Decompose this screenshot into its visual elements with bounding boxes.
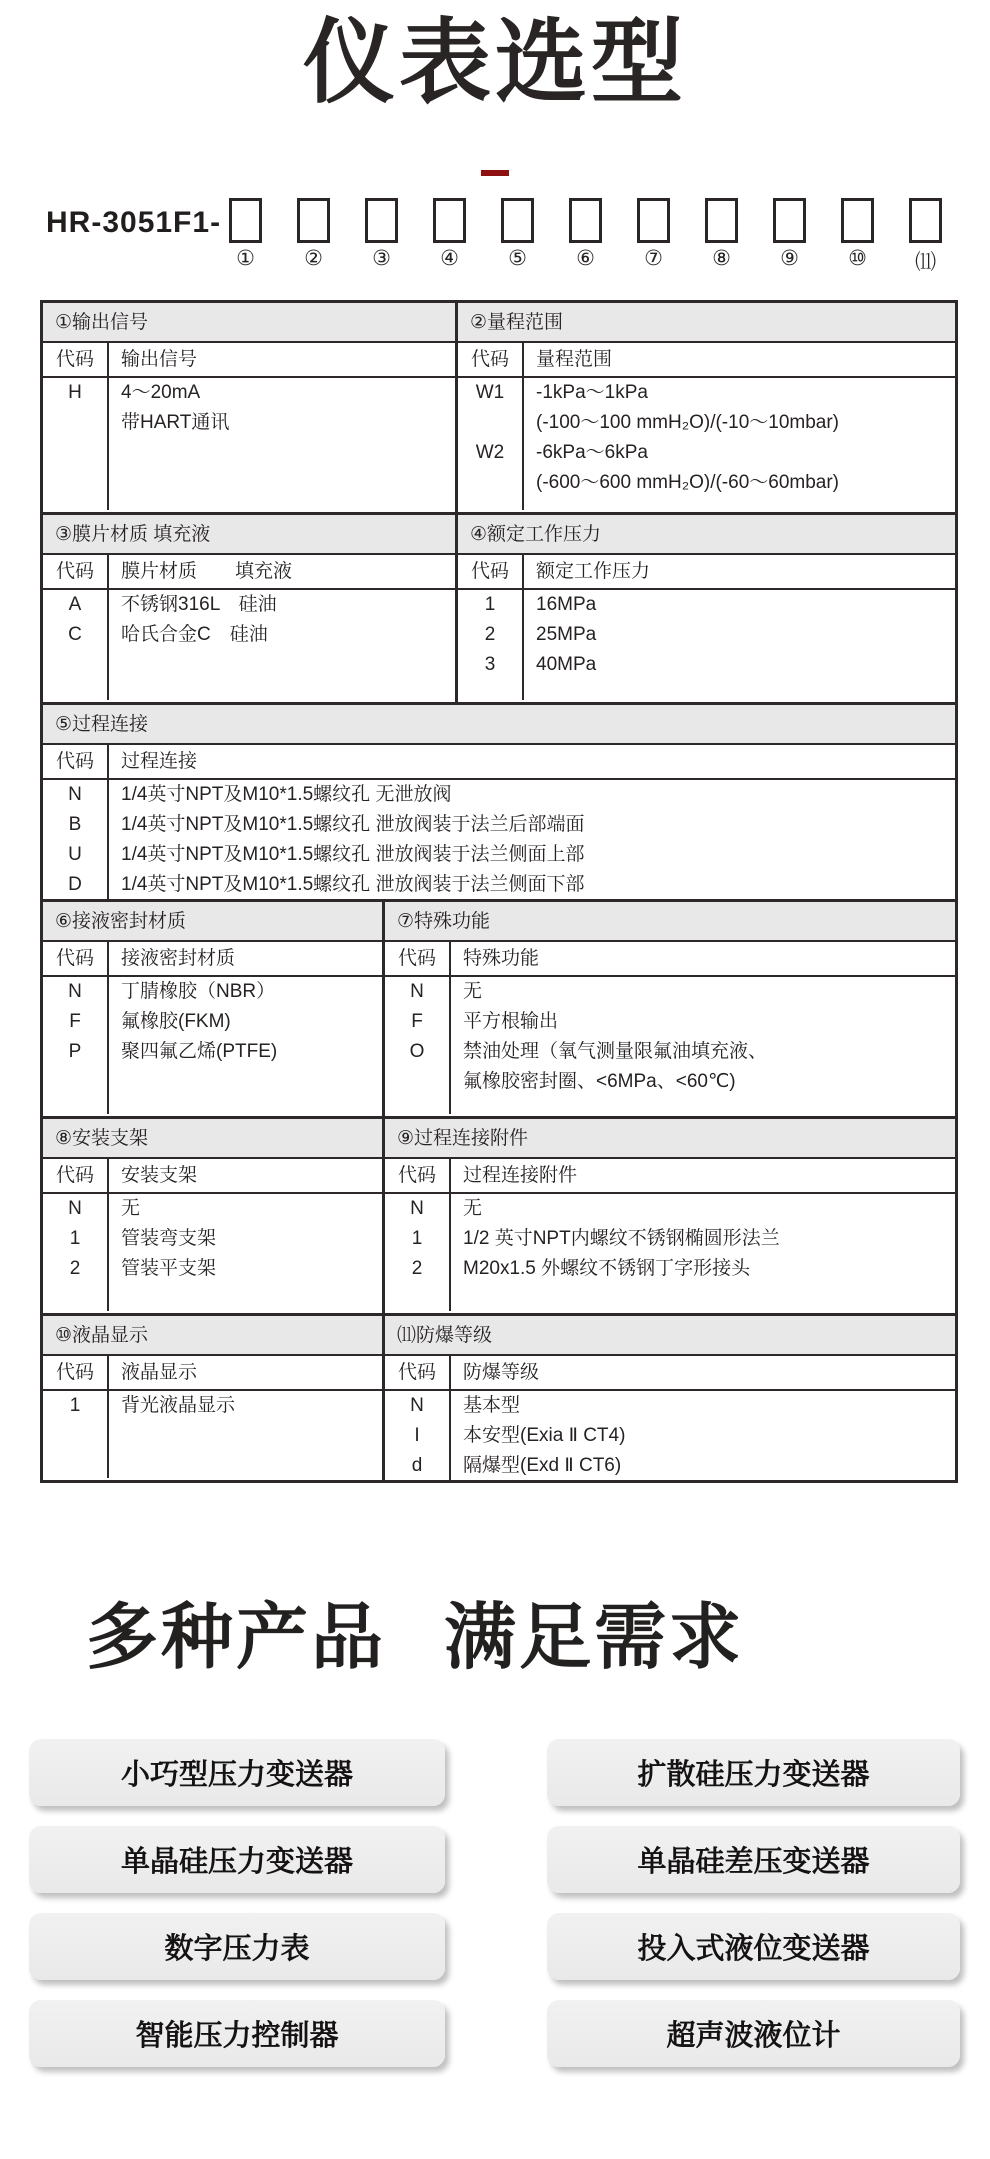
products-heading-right: 满足需求: [444, 1598, 745, 1679]
code-cell: 2: [385, 1254, 451, 1284]
value-line: 1/4英寸NPT及M10*1.5螺纹孔 泄放阀装于法兰后部端面: [121, 814, 585, 836]
filler-row: [43, 1421, 382, 1478]
value-line: 4～20mA: [121, 382, 201, 404]
product-button-monocrystalline-silicon-pressure-transmitter[interactable]: 单晶硅压力变送器: [29, 1826, 445, 1893]
section-lcd-display: [43, 1316, 382, 1480]
value-cell: [109, 977, 382, 1007]
model-position-number: ④: [440, 247, 459, 271]
column-header-row: [385, 1159, 955, 1194]
code-cell: N: [43, 1194, 109, 1224]
model-option-box: [705, 198, 738, 243]
table-row: [385, 977, 955, 1007]
code-cell: I: [385, 1421, 451, 1451]
section-seal-material: [43, 902, 382, 1116]
column-header-row: [43, 942, 382, 977]
table-row: [385, 1391, 955, 1421]
code-cell: W1: [458, 378, 524, 438]
table-row: [43, 620, 455, 650]
value-cell: [451, 977, 955, 1007]
table-row: [43, 1224, 382, 1254]
model-unit: [295, 198, 332, 276]
table-row: [43, 590, 455, 620]
code-cell: 3: [458, 650, 524, 680]
column-header-row: [43, 343, 455, 378]
value-line: 管装弯支架: [121, 1228, 217, 1250]
product-button-ultrasonic-level-meter[interactable]: 超声波液位计: [547, 2000, 960, 2067]
value-cell: [109, 1224, 382, 1254]
table-row: [43, 378, 455, 438]
value-cell: [451, 1391, 955, 1421]
model-position-number: ⑧: [712, 247, 731, 271]
table-row: [458, 590, 955, 620]
model-position-number: ⑾: [915, 251, 937, 275]
filler-row: [43, 1284, 382, 1311]
table-row: [43, 840, 955, 870]
value-cell: [451, 1254, 955, 1284]
products-grid: [29, 1739, 990, 2067]
filler-row: [43, 1067, 382, 1114]
code-cell: C: [43, 620, 109, 650]
product-button-monocrystalline-silicon-dp-transmitter[interactable]: 单晶硅差压变送器: [547, 1826, 960, 1893]
model-position-number: ⑩: [848, 247, 867, 271]
model-option-box: [841, 198, 874, 243]
section-process-connection: [43, 705, 955, 899]
value-cell: [109, 1037, 382, 1067]
table-row: [385, 1451, 955, 1481]
code-cell: 1: [458, 590, 524, 620]
section-special-function: [382, 902, 955, 1116]
model-unit: [363, 198, 400, 276]
model-option-box: [297, 198, 330, 243]
value-cell: [109, 1254, 382, 1284]
section-title: ⑤过程连接: [43, 705, 955, 745]
value-column-header: 接液密封材质: [121, 948, 236, 970]
code-cell: N: [385, 1391, 451, 1421]
value-column-header: 防爆等级: [463, 1362, 540, 1384]
value-line: M20x1.5 外螺纹不锈钢丁字形接头: [463, 1258, 751, 1280]
code-cell: F: [43, 1007, 109, 1037]
section-title: ③膜片材质 填充液: [43, 515, 455, 555]
code-cell: F: [385, 1007, 451, 1037]
value-line: 16MPa: [536, 594, 597, 616]
accent-dash: [481, 170, 509, 176]
model-option-box: [773, 198, 806, 243]
product-button-diffused-silicon-pressure-transmitter[interactable]: 扩散硅压力变送器: [547, 1739, 960, 1806]
code-cell: U: [43, 840, 109, 870]
value-cell: [524, 650, 955, 680]
products-heading: [86, 1579, 990, 1683]
code-cell: N: [385, 1194, 451, 1224]
model-unit: [431, 198, 468, 276]
filler-row: [458, 498, 955, 510]
value-line: 背光液晶显示: [121, 1395, 236, 1417]
value-line: 平方根输出: [463, 1011, 559, 1033]
table-row: [385, 1421, 955, 1451]
value-cell: [451, 1451, 955, 1481]
model-position-number: ⑥: [576, 247, 595, 271]
model-unit: [907, 198, 944, 276]
product-button-compact-pressure-transmitter[interactable]: 小巧型压力变送器: [29, 1739, 445, 1806]
value-line: 1/4英寸NPT及M10*1.5螺纹孔 泄放阀装于法兰侧面上部: [121, 844, 585, 866]
model-option-box: [909, 198, 942, 243]
filler-row: [43, 650, 455, 700]
section-range: [455, 303, 955, 512]
code-cell: B: [43, 810, 109, 840]
value-cell: [109, 378, 455, 438]
value-line: 聚四氟乙烯(PTFE): [121, 1041, 278, 1063]
value-line: 1/2 英寸NPT内螺纹不锈钢椭圆形法兰: [463, 1228, 780, 1250]
table-row: [43, 1007, 382, 1037]
code-cell: N: [43, 977, 109, 1007]
value-cell: [109, 810, 955, 840]
value-line: 哈氏合金C 硅油: [121, 624, 268, 646]
code-cell: 2: [43, 1254, 109, 1284]
model-option-box: [229, 198, 262, 243]
table-row: [43, 1391, 382, 1421]
filler-row: [385, 1097, 955, 1114]
value-column-header: 输出信号: [121, 349, 198, 371]
column-header-row: [385, 1356, 955, 1391]
table-row: [458, 620, 955, 650]
value-cell: [451, 1421, 955, 1451]
model-option-box: [637, 198, 670, 243]
value-column-header: 量程范围: [536, 349, 613, 371]
code-column-header: 代码: [43, 942, 109, 975]
model-unit: [839, 198, 876, 276]
section-rated-pressure: [455, 515, 955, 702]
value-column-header: 额定工作压力: [536, 561, 651, 583]
table-row: [43, 780, 955, 810]
value-cell: [109, 620, 455, 650]
code-cell: D: [43, 870, 109, 900]
value-line: -1kPa～1kPa: [536, 382, 648, 404]
table-row: [43, 1037, 382, 1067]
value-cell: [524, 620, 955, 650]
value-cell: [524, 590, 955, 620]
product-button-digital-pressure-gauge[interactable]: 数字压力表: [29, 1913, 445, 1980]
model-position-number: ⑨: [780, 247, 799, 271]
table-row: [385, 1224, 955, 1254]
code-cell: H: [43, 378, 109, 438]
code-column-header: 代码: [385, 1356, 451, 1389]
model-units: [227, 198, 944, 276]
code-column-header: 代码: [385, 942, 451, 975]
product-button-submersible-level-transmitter[interactable]: 投入式液位变送器: [547, 1913, 960, 1980]
value-line: 管装平支架: [121, 1258, 217, 1280]
value-column-header: 特殊功能: [463, 948, 540, 970]
value-line: 隔爆型(Exd Ⅱ CT6): [463, 1455, 622, 1477]
selection-table: [40, 300, 958, 1483]
code-column-header: 代码: [43, 1159, 109, 1192]
value-line: 氟橡胶密封圈、<6MPa、<60℃): [463, 1071, 736, 1093]
value-cell: [524, 378, 955, 438]
table-row: [458, 378, 955, 438]
section-mounting-bracket: [43, 1119, 382, 1313]
column-header-row: [458, 343, 955, 378]
value-line: 禁油处理（氧气测量限氟油填充液、: [463, 1041, 768, 1063]
section-title: ①输出信号: [43, 303, 455, 343]
section-diaphragm-fill: [43, 515, 455, 702]
section-title: ④额定工作压力: [458, 515, 955, 555]
code-column-header: 代码: [385, 1159, 451, 1192]
value-column-header: 安装支架: [121, 1165, 198, 1187]
value-line: 氟橡胶(FKM): [121, 1011, 231, 1033]
code-cell: N: [385, 977, 451, 1007]
model-unit: [635, 198, 672, 276]
value-line: (-600～600 mmH₂O)/(-60～60mbar): [536, 472, 840, 494]
table-row: [458, 438, 955, 498]
value-column-header: 过程连接附件: [463, 1165, 578, 1187]
filler-row: [385, 1284, 955, 1311]
value-cell: [451, 1194, 955, 1224]
value-line: 无: [463, 1198, 483, 1220]
section-explosion-proof: [382, 1316, 955, 1480]
filler-row: [43, 438, 455, 510]
table-row: [385, 1254, 955, 1284]
code-cell: A: [43, 590, 109, 620]
table-row: [385, 1037, 955, 1097]
table-band: [43, 303, 955, 512]
table-row: [385, 1007, 955, 1037]
value-line: 基本型: [463, 1395, 521, 1417]
value-line: 1/4英寸NPT及M10*1.5螺纹孔 泄放阀装于法兰侧面下部: [121, 874, 585, 896]
section-title: ⑩液晶显示: [43, 1316, 382, 1356]
value-line: -6kPa～6kPa: [536, 442, 648, 464]
column-header-row: [43, 555, 455, 590]
value-line: 带HART通讯: [121, 412, 230, 434]
table-row: [43, 1194, 382, 1224]
code-column-header: 代码: [43, 1356, 109, 1389]
code-column-header: 代码: [43, 745, 109, 778]
value-cell: [109, 1194, 382, 1224]
value-line: 丁腈橡胶（NBR）: [121, 981, 276, 1003]
value-line: 不锈钢316L 硅油: [121, 594, 277, 616]
value-column-header: 过程连接: [121, 751, 198, 773]
code-cell: P: [43, 1037, 109, 1067]
table-row: [43, 810, 955, 840]
value-cell: [451, 1007, 955, 1037]
products-heading-left: 多种产品: [86, 1598, 387, 1679]
product-button-smart-pressure-controller[interactable]: 智能压力控制器: [29, 2000, 445, 2067]
section-title: ②量程范围: [458, 303, 955, 343]
code-cell: O: [385, 1037, 451, 1097]
model-position-number: ⑤: [508, 247, 527, 271]
column-header-row: [43, 1159, 382, 1194]
value-cell: [109, 590, 455, 620]
code-cell: 1: [385, 1224, 451, 1254]
section-title: ⑾防爆等级: [385, 1316, 955, 1356]
value-line: (-100～100 mmH₂O)/(-10～10mbar): [536, 412, 840, 434]
value-cell: [109, 1007, 382, 1037]
section-connection-accessory: [382, 1119, 955, 1313]
value-cell: [524, 438, 955, 498]
code-cell: d: [385, 1451, 451, 1481]
column-header-row: [43, 745, 955, 780]
code-column-header: 代码: [43, 555, 109, 588]
column-header-row: [43, 1356, 382, 1391]
section-title: ⑨过程连接附件: [385, 1119, 955, 1159]
value-line: 无: [121, 1198, 141, 1220]
model-position-number: ②: [304, 247, 323, 271]
value-line: 40MPa: [536, 654, 597, 676]
table-row: [43, 870, 955, 900]
model-position-number: ①: [236, 247, 255, 271]
table-band: [43, 899, 955, 1116]
table-band: [43, 512, 955, 702]
value-line: 本安型(Exia Ⅱ CT4): [463, 1425, 626, 1447]
table-row: [385, 1194, 955, 1224]
value-line: 1/4英寸NPT及M10*1.5螺纹孔 无泄放阀: [121, 784, 452, 806]
column-header-row: [385, 942, 955, 977]
value-column-header: 膜片材质 填充液: [121, 561, 293, 583]
section-title: ⑧安装支架: [43, 1119, 382, 1159]
value-line: 无: [463, 981, 483, 1003]
model-option-box: [365, 198, 398, 243]
table-row: [43, 1254, 382, 1284]
value-cell: [451, 1037, 955, 1097]
code-cell: N: [43, 780, 109, 810]
model-position-number: ③: [372, 247, 391, 271]
code-cell: W2: [458, 438, 524, 498]
code-cell: 1: [43, 1391, 109, 1421]
table-row: [43, 977, 382, 1007]
model-unit: [703, 198, 740, 276]
code-cell: 1: [43, 1224, 109, 1254]
section-title: ⑥接液密封材质: [43, 902, 382, 942]
model-option-box: [569, 198, 602, 243]
table-band: [43, 702, 955, 899]
value-cell: [451, 1224, 955, 1254]
table-row: [458, 650, 955, 680]
model-unit: [771, 198, 808, 276]
filler-row: [458, 680, 955, 700]
value-cell: [109, 1391, 382, 1421]
model-position-number: ⑦: [644, 247, 663, 271]
value-line: 25MPa: [536, 624, 597, 646]
value-cell: [109, 780, 955, 810]
code-column-header: 代码: [43, 343, 109, 376]
model-code-row: [46, 198, 990, 276]
value-column-header: 液晶显示: [121, 1362, 198, 1384]
table-band: [43, 1313, 955, 1480]
model-unit: [567, 198, 604, 276]
table-band: [43, 1116, 955, 1313]
code-cell: 2: [458, 620, 524, 650]
model-option-box: [433, 198, 466, 243]
code-column-header: 代码: [458, 555, 524, 588]
value-cell: [109, 870, 955, 900]
page-title: 仪表选型: [302, 12, 687, 114]
model-prefix: HR-3051F1-: [46, 206, 222, 240]
section-title: ⑦特殊功能: [385, 902, 955, 942]
model-option-box: [501, 198, 534, 243]
value-cell: [109, 840, 955, 870]
section-output-signal: [43, 303, 455, 512]
code-column-header: 代码: [458, 343, 524, 376]
model-unit: [499, 198, 536, 276]
model-unit: [227, 198, 264, 276]
column-header-row: [458, 555, 955, 590]
